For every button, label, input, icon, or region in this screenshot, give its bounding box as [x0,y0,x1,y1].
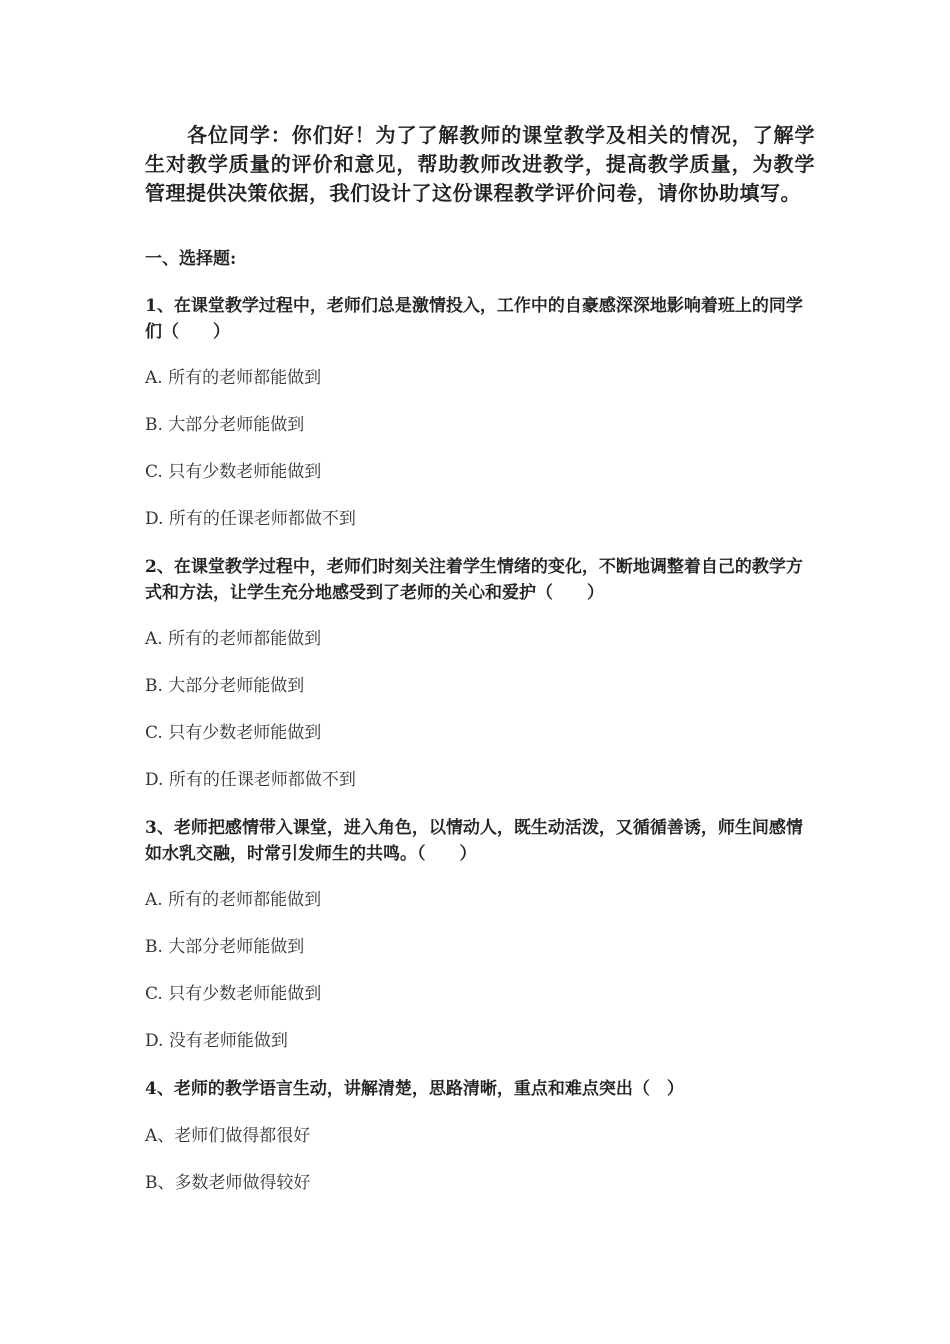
question-4: 4、老师的教学语言生动，讲解清楚，思路清晰，重点和难点突出（ ） [145,1079,684,1099]
question-2-option-b: B. 大部分老师能做到 [145,676,305,696]
question-4-option-b: B、多数老师做得较好 [145,1173,311,1193]
question-2-option-a: A. 所有的老师都能做到 [145,629,322,649]
intro-paragraph: 各位同学：你们好！为了了解教师的课堂教学及相关的情况，了解学生对教学质量的评价和意见，帮助教师改进教学，提高教学质量，为教学管理提供决策依据，我们设计了这份课程教学评价问卷，请你协助填写。 [145,123,815,205]
question-3-option-a: A. 所有的老师都能做到 [145,890,322,910]
question-3-option-b: B. 大部分老师能做到 [145,937,305,957]
question-1-option-b: B. 大部分老师能做到 [145,415,305,435]
question-1-option-d: D. 所有的任课老师都做不到 [145,509,356,529]
question-3: 3、老师把感情带入课堂，进入角色，以情动人，既生动活泼，又循循善诱，师生间感情如水乳交融，时常引发师生的共鸣。（ ） [145,818,803,864]
section-heading: 一、选择题: [145,249,237,269]
question-2-option-c: C. 只有少数老师能做到 [145,723,322,743]
question-3-option-c: C. 只有少数老师能做到 [145,984,322,1004]
question-1-option-c: C. 只有少数老师能做到 [145,462,322,482]
question-1: 1、在课堂教学过程中，老师们总是激情投入，工作中的自豪感深深地影响着班上的同学们（ ） [145,296,803,342]
question-2-option-d: D. 所有的任课老师都做不到 [145,770,356,790]
question-4-option-a: A、老师们做得都很好 [145,1126,311,1146]
question-2: 2、在课堂教学过程中，老师们时刻关注着学生情绪的变化，不断地调整着自己的教学方式和方法，让学生充分地感受到了老师的关心和爱护（ ） [145,557,803,603]
question-1-option-a: A. 所有的老师都能做到 [145,368,322,388]
question-3-option-d: D. 没有老师能做到 [145,1031,288,1051]
